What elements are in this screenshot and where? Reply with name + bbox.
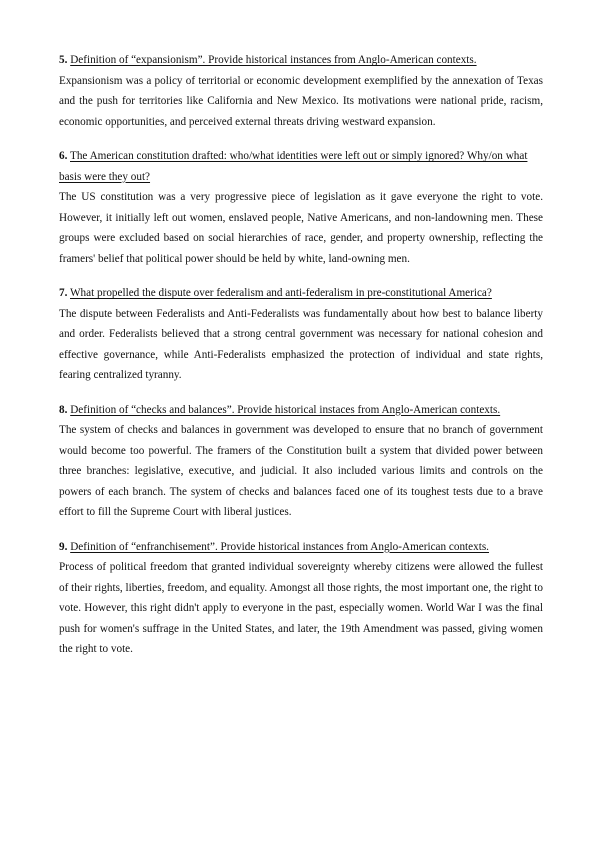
- question-section-7: [59, 283, 543, 386]
- question-number: 5.: [59, 54, 68, 66]
- question-number: 9.: [59, 540, 68, 553]
- question-section-5: [59, 50, 543, 132]
- question-section-9: [59, 537, 543, 660]
- question-heading: [59, 50, 543, 71]
- question-section-8: [59, 400, 543, 523]
- question-heading: [59, 400, 543, 421]
- question-number: 7.: [59, 287, 68, 299]
- document-page: [59, 50, 543, 674]
- question-text: Definition of “expansionism”. Provide historical instances from Anglo-American contexts.: [70, 54, 477, 66]
- answer-text: The US constitution was a very progressive piece of legislation as it gave everyone the right to vote. However, it initially left out women, enslaved people, Native Americans, and non-landowning men. These groups were excluded based on social hierarchies of race, gender, and property ownership, reflecting the framers' belief that political power should be held by white, land-owning men.: [59, 191, 543, 265]
- question-text: What propelled the dispute over federalism and anti-federalism in pre-constitutional America?: [70, 287, 492, 299]
- answer-text: The dispute between Federalists and Anti-Federalists was fundamentally about how best to balance liberty and order. Federalists believed that a strong central government was necessary for national cohesion and effective governance, while Anti-Federalists emphasized the protection of individual and state rights, fearing centralized tyranny.: [59, 307, 543, 381]
- question-heading: [59, 537, 543, 558]
- question-heading: [59, 146, 543, 187]
- question-number: 6.: [59, 150, 68, 162]
- question-text: Definition of “enfranchisement”. Provide historical instances from Anglo-American contexts.: [70, 540, 489, 553]
- question-section-6: [59, 146, 543, 269]
- question-heading: [59, 283, 543, 304]
- answer-text: Expansionism was a policy of territorial or economic development exemplified by the annexation of Texas and the push for territories like California and New Mexico. Its motivations were national pride, racism, economic opportunities, and perceived external threats driving westward expansion.: [59, 74, 543, 128]
- question-text: The American constitution drafted: who/what identities were left out or simply ignored? Why/on what basis were they out?: [59, 150, 528, 183]
- question-text: Definition of “checks and balances”. Provide historical instaces from Anglo-American contexts.: [70, 403, 501, 416]
- answer-text: The system of checks and balances in government was developed to ensure that no branch of government would become too powerful. The framers of the Constitution built a system that divided power between three branches: legislative, executive, and judicial. It also included various limits and controls on the powers of each branch. The system of checks and balances faced one of its toughest tests due to a brave effort to fill the Supreme Court with liberal justices.: [59, 424, 543, 518]
- answer-text: Process of political freedom that granted individual sovereignty whereby citizens were allowed the fullest of their rights, liberties, freedom, and equality. Amongst all those rights, the most important one, the right to vote. However, this right didn't apply to everyone in the past, especially women. World War I was the final push for women's suffrage in the United States, and later, the 19th Amendment was passed, giving women the right to vote.: [59, 561, 543, 655]
- question-number: 8.: [59, 403, 68, 416]
